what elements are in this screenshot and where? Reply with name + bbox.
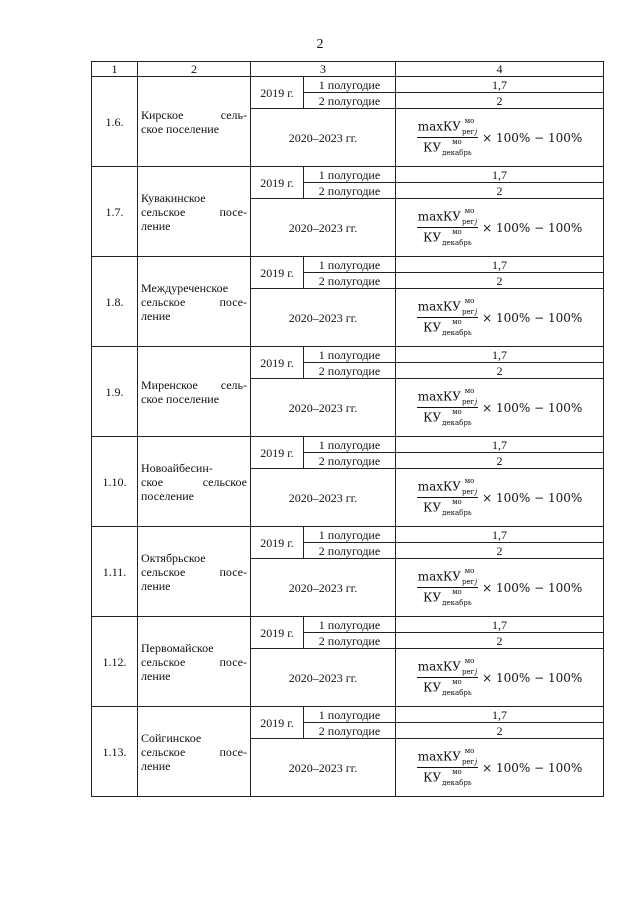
formula-superscript: мо (452, 318, 462, 326)
formula-tail: × 100% − 100% (482, 760, 583, 775)
formula-indices (442, 500, 472, 516)
formula-subscript-j: j (474, 758, 478, 766)
table-row (92, 617, 604, 633)
formula-tail: × 100% − 100% (482, 400, 583, 415)
settlement-name-line: ское сельское (141, 474, 247, 489)
row-number: 1.12. (92, 617, 138, 707)
year-label: 2019 г. (251, 437, 304, 469)
formula-tail: × 100% − 100% (482, 490, 583, 505)
formula-numerator (417, 479, 478, 498)
formula-indices (442, 410, 472, 426)
half-year-label: 2 полугодие (304, 453, 396, 469)
formula-superscript: мо (452, 228, 462, 236)
formula-fraction (417, 479, 478, 516)
formula-tail: × 100% − 100% (482, 670, 583, 685)
formula-subscript-december: декабрь (442, 419, 472, 427)
formula-cell (396, 559, 604, 617)
header-row (92, 62, 604, 77)
formula-subscript-reg: рег (461, 128, 475, 136)
formula-numerator (417, 749, 478, 768)
formula-subscript-december: декабрь (442, 779, 472, 787)
column-header: 2 (138, 62, 251, 77)
coefficient-value: 1,7 (396, 77, 604, 93)
settlement-name (138, 527, 251, 617)
formula-superscript: мо (464, 747, 475, 755)
half-year-label: 1 полугодие (304, 707, 396, 723)
formula-superscript: мо (464, 117, 475, 125)
formula-numerator (417, 569, 478, 588)
table-row (92, 167, 604, 183)
formula-subscript-reg: рег (461, 308, 475, 316)
coefficient-formula (417, 209, 583, 246)
formula-ku: КУ (443, 119, 461, 134)
year-label: 2019 г. (251, 347, 304, 379)
formula-numerator (417, 119, 478, 138)
formula-indices (442, 770, 472, 786)
formula-max: max (417, 659, 443, 674)
formula-cell (396, 649, 604, 707)
half-year-label: 1 полугодие (304, 347, 396, 363)
settlement-name-line: сельское посе- (141, 654, 247, 669)
coefficient-value: 2 (396, 183, 604, 199)
formula-tail: × 100% − 100% (482, 220, 583, 235)
formula-indices (442, 680, 472, 696)
formula-numerator (417, 389, 478, 408)
coefficient-formula (417, 569, 583, 606)
formula-subscript (462, 218, 477, 226)
formula-fraction (417, 119, 478, 156)
formula-max: max (417, 209, 443, 224)
settlement-coefficient-table (91, 61, 604, 797)
settlement-name-line: сельское посе- (141, 294, 247, 309)
formula-indices (462, 389, 477, 405)
formula-superscript: мо (464, 387, 475, 395)
formula-cell (396, 109, 604, 167)
formula-subscript-december: декабрь (442, 599, 472, 607)
settlement-name-line: ское поселение (141, 391, 220, 406)
formula-superscript: мо (464, 567, 475, 575)
settlement-name-line: сельское посе- (141, 564, 247, 579)
year-label: 2019 г. (251, 707, 304, 739)
period-label: 2020–2023 гг. (251, 559, 396, 617)
settlement-name-line: Междуреченское (141, 280, 229, 295)
formula-tail: × 100% − 100% (482, 580, 583, 595)
settlement-name-line: ление (141, 308, 171, 323)
coefficient-value: 1,7 (396, 617, 604, 633)
formula-denominator (422, 768, 472, 786)
year-label: 2019 г. (251, 257, 304, 289)
formula-subscript (462, 128, 477, 136)
formula-subscript (462, 578, 477, 586)
coefficient-value: 1,7 (396, 527, 604, 543)
formula-denominator (422, 588, 472, 606)
settlement-name-line: сельское посе- (141, 204, 247, 219)
formula-subscript-december: декабрь (442, 689, 472, 697)
formula-fraction (417, 659, 478, 696)
settlement-name (138, 167, 251, 257)
settlement-name (138, 77, 251, 167)
formula-superscript: мо (452, 678, 462, 686)
formula-indices (462, 299, 477, 315)
formula-fraction (417, 209, 478, 246)
coefficient-formula (417, 659, 583, 696)
formula-denominator (422, 228, 472, 246)
formula-max: max (417, 749, 443, 764)
formula-ku: КУ (423, 320, 442, 335)
half-year-label: 2 полугодие (304, 273, 396, 289)
formula-max: max (417, 299, 443, 314)
settlement-name-line: Сойгинское (141, 730, 202, 745)
formula-subscript-j: j (474, 578, 478, 586)
half-year-label: 2 полугодие (304, 363, 396, 379)
coefficient-value: 2 (396, 273, 604, 289)
half-year-label: 1 полугодие (304, 527, 396, 543)
settlement-name-line: ление (141, 668, 171, 683)
row-number: 1.10. (92, 437, 138, 527)
formula-max: max (417, 569, 443, 584)
settlement-name (138, 707, 251, 797)
formula-indices (462, 119, 477, 135)
coefficient-value: 2 (396, 363, 604, 379)
formula-denominator (422, 138, 472, 156)
formula-superscript: мо (452, 588, 462, 596)
half-year-label: 2 полугодие (304, 93, 396, 109)
formula-ku: КУ (443, 479, 461, 494)
half-year-label: 2 полугодие (304, 183, 396, 199)
table-row (92, 77, 604, 93)
settlement-name-line: Первомайское (141, 640, 214, 655)
formula-subscript-j: j (474, 218, 478, 226)
settlement-name-line: ление (141, 758, 171, 773)
settlement-name (138, 617, 251, 707)
row-number: 1.11. (92, 527, 138, 617)
formula-superscript: мо (464, 657, 475, 665)
table-row (92, 527, 604, 543)
formula-ku: КУ (423, 590, 442, 605)
formula-subscript (462, 668, 477, 676)
coefficient-formula (417, 389, 583, 426)
formula-indices (442, 320, 472, 336)
formula-cell (396, 379, 604, 437)
formula-indices (462, 479, 477, 495)
formula-subscript (462, 308, 477, 316)
half-year-label: 2 полугодие (304, 543, 396, 559)
year-label: 2019 г. (251, 527, 304, 559)
formula-max: max (417, 389, 443, 404)
settlement-name-line: ление (141, 218, 171, 233)
formula-subscript-reg: рег (461, 578, 475, 586)
half-year-label: 1 полугодие (304, 77, 396, 93)
coefficient-value: 2 (396, 633, 604, 649)
formula-cell (396, 199, 604, 257)
period-label: 2020–2023 гг. (251, 199, 396, 257)
page-number: 2 (316, 37, 324, 52)
coefficient-value: 2 (396, 93, 604, 109)
coefficient-formula (417, 299, 583, 336)
formula-ku: КУ (423, 230, 442, 245)
coefficient-formula (417, 119, 583, 156)
settlement-name-line: сельское посе- (141, 744, 247, 759)
half-year-label: 1 полугодие (304, 617, 396, 633)
coefficient-formula (417, 479, 583, 516)
column-header: 4 (396, 62, 604, 77)
formula-subscript-december: декабрь (442, 509, 472, 517)
table-row (92, 707, 604, 723)
coefficient-value: 1,7 (396, 167, 604, 183)
settlement-name-line: ское поселение (141, 121, 220, 136)
formula-fraction (417, 299, 478, 336)
table-row (92, 257, 604, 273)
formula-subscript (462, 488, 477, 496)
formula-indices (462, 659, 477, 675)
formula-subscript-j: j (474, 308, 478, 316)
formula-superscript: мо (452, 138, 462, 146)
formula-tail: × 100% − 100% (482, 130, 583, 145)
coefficient-value: 1,7 (396, 257, 604, 273)
formula-denominator (422, 498, 472, 516)
formula-cell (396, 289, 604, 347)
formula-ku: КУ (443, 389, 461, 404)
formula-denominator (422, 678, 472, 696)
settlement-name-line: Кирское сель- (141, 107, 247, 122)
formula-subscript-december: декабрь (442, 329, 472, 337)
period-label: 2020–2023 гг. (251, 469, 396, 527)
formula-subscript-december: декабрь (442, 239, 472, 247)
formula-ku: КУ (443, 299, 461, 314)
formula-numerator (417, 659, 478, 678)
half-year-label: 1 полугодие (304, 437, 396, 453)
half-year-label: 2 полугодие (304, 723, 396, 739)
year-label: 2019 г. (251, 167, 304, 199)
formula-ku: КУ (443, 749, 461, 764)
formula-indices (462, 569, 477, 585)
formula-subscript (462, 758, 477, 766)
half-year-label: 1 полугодие (304, 257, 396, 273)
formula-ku: КУ (423, 410, 442, 425)
formula-indices (442, 230, 472, 246)
formula-ku: КУ (443, 209, 461, 224)
half-year-label: 1 полугодие (304, 167, 396, 183)
formula-subscript-december: декабрь (442, 149, 472, 157)
row-number: 1.7. (92, 167, 138, 257)
coefficient-value: 1,7 (396, 347, 604, 363)
settlement-name-line: поселение (141, 488, 195, 503)
period-label: 2020–2023 гг. (251, 109, 396, 167)
formula-superscript: мо (452, 498, 462, 506)
settlement-name-line: Миренское сель- (141, 377, 247, 392)
formula-cell (396, 469, 604, 527)
settlement-name-line: ление (141, 578, 171, 593)
coefficient-value: 2 (396, 453, 604, 469)
year-label: 2019 г. (251, 77, 304, 109)
formula-max: max (417, 119, 443, 134)
formula-subscript-j: j (474, 128, 478, 136)
formula-subscript-reg: рег (461, 218, 475, 226)
formula-subscript-reg: рег (461, 488, 475, 496)
formula-ku: КУ (423, 500, 442, 515)
formula-subscript-reg: рег (461, 758, 475, 766)
formula-ku: КУ (443, 569, 461, 584)
settlement-name (138, 257, 251, 347)
table-row (92, 347, 604, 363)
formula-numerator (417, 299, 478, 318)
formula-denominator (422, 318, 472, 336)
formula-subscript-j: j (474, 668, 478, 676)
formula-ku: КУ (423, 680, 442, 695)
formula-fraction (417, 749, 478, 786)
formula-superscript: мо (464, 477, 475, 485)
settlement-name-line: Октябрьское (141, 550, 206, 565)
settlement-name (138, 437, 251, 527)
formula-ku: КУ (423, 140, 442, 155)
period-label: 2020–2023 гг. (251, 649, 396, 707)
formula-superscript: мо (464, 297, 475, 305)
coefficient-value: 2 (396, 543, 604, 559)
table-row (92, 437, 604, 453)
formula-indices (462, 209, 477, 225)
row-number: 1.13. (92, 707, 138, 797)
settlement-name (138, 347, 251, 437)
formula-subscript-j: j (474, 398, 478, 406)
settlement-name-line: Новоайбесин- (141, 460, 213, 475)
formula-ku: КУ (443, 659, 461, 674)
formula-max: max (417, 479, 443, 494)
formula-subscript (462, 398, 477, 406)
year-label: 2019 г. (251, 617, 304, 649)
formula-fraction (417, 389, 478, 426)
period-label: 2020–2023 гг. (251, 739, 396, 797)
formula-fraction (417, 569, 478, 606)
period-label: 2020–2023 гг. (251, 289, 396, 347)
formula-subscript-reg: рег (461, 398, 475, 406)
formula-cell (396, 739, 604, 797)
period-label: 2020–2023 гг. (251, 379, 396, 437)
formula-subscript-reg: рег (461, 668, 475, 676)
formula-superscript: мо (464, 207, 475, 215)
row-number: 1.6. (92, 77, 138, 167)
settlement-name-line: Кувакинское (141, 190, 206, 205)
formula-tail: × 100% − 100% (482, 310, 583, 325)
half-year-label: 2 полугодие (304, 633, 396, 649)
formula-indices (462, 749, 477, 765)
row-number: 1.8. (92, 257, 138, 347)
formula-superscript: мо (452, 768, 462, 776)
formula-indices (442, 590, 472, 606)
coefficient-formula (417, 749, 583, 786)
formula-numerator (417, 209, 478, 228)
coefficient-value: 2 (396, 723, 604, 739)
coefficient-value: 1,7 (396, 437, 604, 453)
formula-superscript: мо (452, 408, 462, 416)
column-header: 3 (251, 62, 396, 77)
column-header: 1 (92, 62, 138, 77)
coefficient-value: 1,7 (396, 707, 604, 723)
formula-denominator (422, 408, 472, 426)
formula-subscript-j: j (474, 488, 478, 496)
formula-indices (442, 140, 472, 156)
row-number: 1.9. (92, 347, 138, 437)
formula-ku: КУ (423, 770, 442, 785)
